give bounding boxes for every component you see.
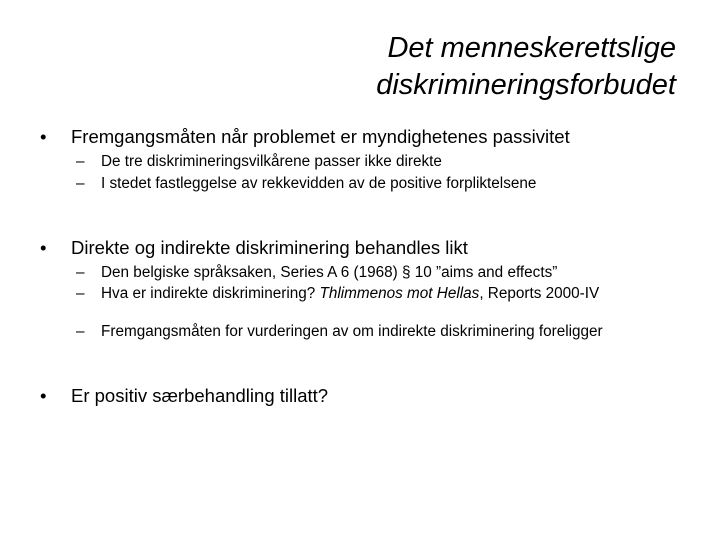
- bullet-3-text: Er positiv særbehandling tillatt?: [71, 385, 329, 406]
- dash-marker: –: [76, 323, 85, 340]
- bullet-2-text: Direkte og indirekte diskriminering behandles likt: [71, 237, 468, 258]
- dash-marker: –: [76, 285, 85, 302]
- title-line-2: diskrimineringsforbudet: [376, 69, 676, 101]
- dash-marker: –: [76, 153, 85, 170]
- sub-bullet-text: De tre diskrimineringsvilkårene passer ikke direkte: [101, 153, 442, 170]
- sub-bullet-text: [101, 285, 676, 303]
- bullet-marker: •: [40, 385, 47, 406]
- dash-marker: –: [76, 175, 85, 192]
- sub-text-before: Hva er indirekte diskriminering?: [101, 285, 320, 302]
- sub-text-after: , Reports 2000-IV: [479, 285, 600, 302]
- dash-marker: –: [76, 264, 85, 281]
- case-name-italic: Thlimmenos mot Hellas: [319, 285, 480, 302]
- bullet-marker: •: [40, 237, 47, 258]
- sub-bullet-text: Den belgiske språksaken, Series A 6 (1968) § 10 ”aims and effects”: [101, 264, 558, 281]
- bullet-1-text: Fremgangsmåten når problemet er myndighetenes passivitet: [71, 126, 570, 147]
- bullet-marker: •: [40, 126, 47, 147]
- title-line-1: Det menneskerettslige: [387, 32, 676, 64]
- slide-title: [76, 30, 676, 104]
- sub-bullet-text: Fremgangsmåten for vurderingen av om indirekte diskriminering foreligger: [101, 323, 603, 340]
- sub-bullet-text: I stedet fastleggelse av rekkevidden av de positive forpliktelsene: [101, 175, 537, 192]
